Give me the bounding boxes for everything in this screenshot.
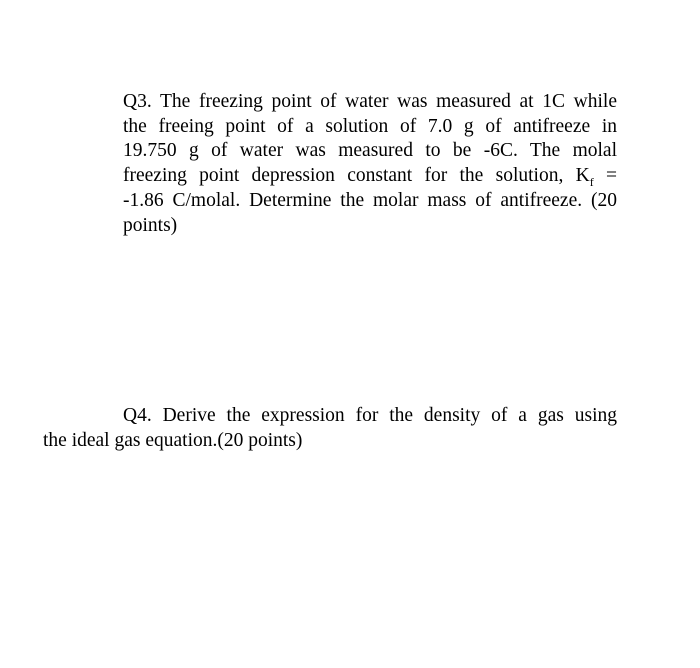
question-4-line-2: the ideal gas equation.(20 points) (43, 429, 303, 451)
kf-subscript: f (589, 174, 594, 189)
question-4-line-1: Q4. Derive the expression for the density of a gas using (123, 405, 617, 426)
equals-sign: = (593, 164, 618, 186)
question-4 (43, 404, 617, 453)
question-3-line-4 (123, 164, 617, 190)
question-3-line-2: the freeing point of a solution of 7.0 g of antifreeze in (123, 115, 617, 137)
question-3-line-6: points) (123, 214, 178, 236)
question-3-line-4-text: freezing point depression constant for the solution, K (123, 164, 590, 186)
question-3 (123, 90, 617, 238)
question-3-line-5: -1.86 C/molal. Determine the molar mass of antifreeze. (20 (123, 190, 617, 211)
question-3-line-1: Q3. The freezing point of water was measured at 1C while (123, 91, 617, 112)
question-3-line-3: 19.750 g of water was measured to be -6C. The molal (123, 140, 617, 161)
